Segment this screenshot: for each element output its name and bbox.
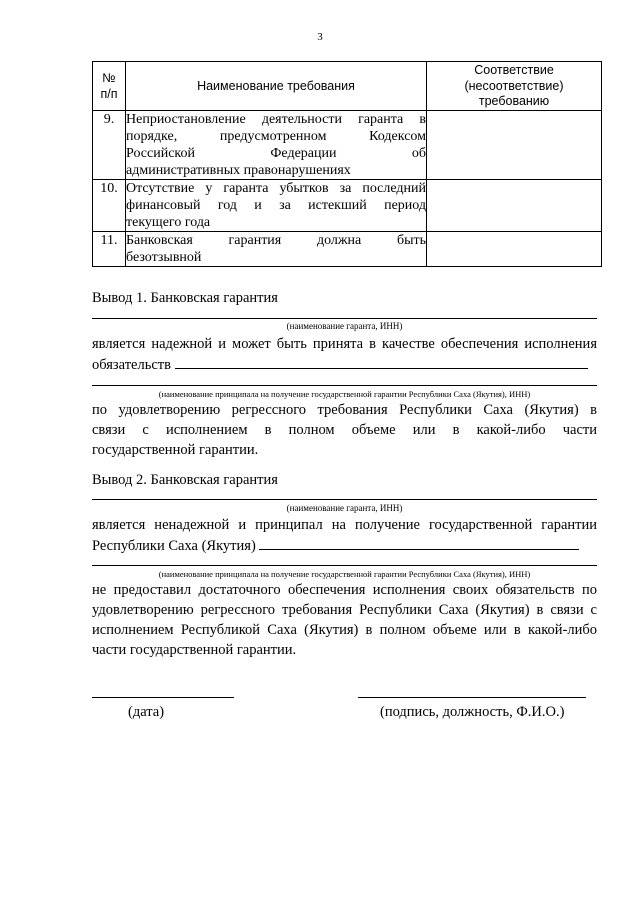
statement-line-text: Республики Саха (Якутия) (92, 538, 256, 554)
statement-line: является надежной и может быть принята в качестве обеспечения исполнения (92, 336, 597, 352)
conclusion-2-statement (92, 515, 597, 556)
text-line: удовлетворению регрессного требования Республики Саха (Якутия) в связи с (92, 602, 597, 618)
text-line: по удовлетворению регрессного требования Республики Саха (Якутия) в (92, 402, 597, 418)
table-header-row (93, 62, 602, 111)
header-compliance-line: Соответствие (474, 63, 554, 77)
header-requirement-name: Наименование требования (126, 62, 427, 111)
requirement-line: административных правонарушениях (126, 162, 351, 178)
date-blank-line[interactable] (92, 697, 234, 698)
conclusion-1-statement (92, 334, 597, 375)
requirements-table (92, 61, 602, 267)
statement-line: является ненадежной и принципал на получение государственной гарантии (92, 517, 597, 533)
text-line: государственной гарантии. (92, 442, 259, 458)
requirement-line: финансовый год и за истекший период (126, 197, 426, 213)
obligations-short-blank[interactable] (175, 354, 250, 369)
header-compliance-line: (несоответствие) (464, 78, 564, 93)
guarantor-2-caption: (наименование гаранта, ИНН) (286, 503, 403, 513)
row-number: 9. (93, 110, 126, 179)
row-compliance-cell[interactable] (427, 179, 602, 231)
statement-line-text: обязательств (92, 357, 171, 373)
row-number: 11. (93, 231, 126, 266)
statement-line-2 (92, 354, 597, 375)
conclusion-1-title: Вывод 1. Банковская гарантия (92, 290, 278, 306)
requirement-line: порядке, предусмотренном Кодексом (126, 128, 426, 144)
statement-line-2 (92, 535, 597, 556)
signature-blank-line[interactable] (358, 697, 586, 698)
principal-1-blank-line[interactable] (92, 385, 597, 386)
row-requirement (126, 179, 427, 231)
text-line: связи с исполнением в полном объеме или в какой-либо части (92, 422, 597, 438)
requirement-line: Российской Федерации об (126, 145, 426, 161)
text-line: части государственной гарантии. (92, 642, 297, 658)
header-compliance (427, 62, 602, 111)
principal-1-caption: (наименование принципала на получение государственной гарантии Республики Саха (Якутия), ИНН) (158, 389, 531, 399)
row-number: 10. (93, 179, 126, 231)
text-line: не предоставил достаточного обеспечения исполнения своих обязательств по (92, 582, 597, 598)
guarantor-2-blank-line[interactable] (92, 499, 597, 500)
header-number-line: № (102, 70, 116, 85)
principal-2-caption: (наименование принципала на получение государственной гарантии Республики Саха (Якутия), ИНН) (158, 569, 531, 579)
text-line: исполнением Республикой Саха (Якутия) в полном объеме или в какой-либо (92, 622, 597, 638)
signature-label: (подпись, должность, Ф.И.О.) (380, 704, 565, 720)
header-number (93, 62, 126, 111)
requirement-line: безотзывной (126, 249, 202, 265)
table-row (93, 179, 602, 231)
row-compliance-cell[interactable] (427, 231, 602, 266)
page-number: 3 (317, 31, 323, 43)
principal-2-inline-blank[interactable] (259, 535, 579, 550)
guarantor-1-blank-line[interactable] (92, 318, 597, 319)
row-requirement (126, 231, 427, 266)
requirement-line: текущего года (126, 214, 211, 230)
header-number-line: п/п (100, 86, 118, 101)
table-row (93, 231, 602, 266)
obligations-long-blank[interactable] (250, 354, 588, 369)
row-requirement (126, 110, 427, 179)
conclusion-1-text (92, 400, 597, 460)
guarantor-1-caption: (наименование гаранта, ИНН) (286, 321, 403, 331)
conclusion-2-text (92, 580, 597, 660)
requirement-line: Неприостановление деятельности гаранта в (126, 111, 426, 127)
table-row (93, 110, 602, 179)
row-compliance-cell[interactable] (427, 110, 602, 179)
requirement-line: Банковская гарантия должна быть (126, 232, 426, 248)
date-label: (дата) (128, 704, 165, 720)
requirement-line: Отсутствие у гаранта убытков за последний (126, 180, 426, 196)
header-compliance-line: требованию (478, 94, 550, 108)
principal-2-blank-line[interactable] (92, 565, 597, 566)
conclusion-2-title: Вывод 2. Банковская гарантия (92, 472, 278, 488)
